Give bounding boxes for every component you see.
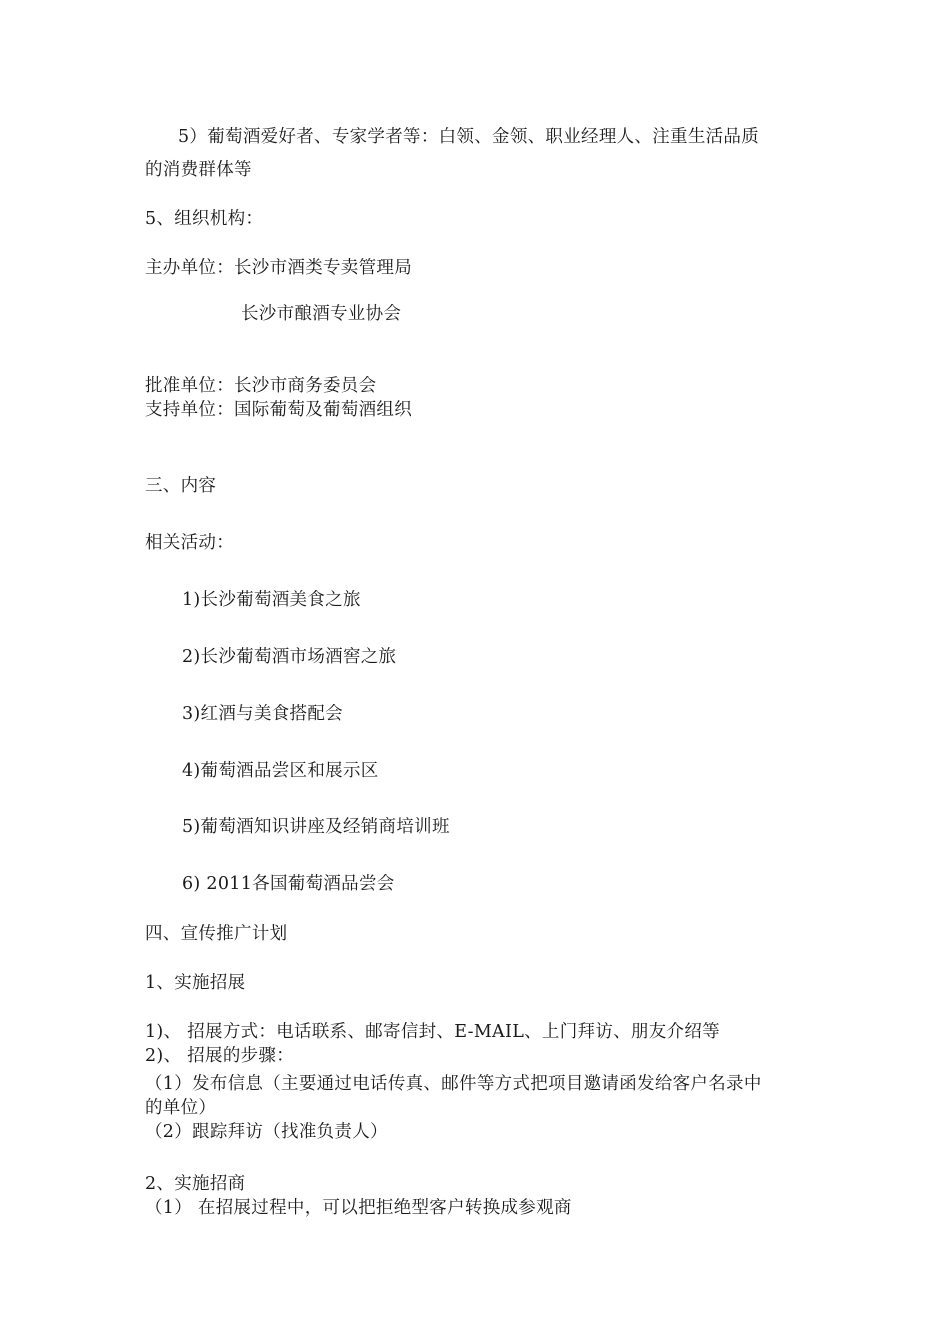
section-5-title: 5、组织机构： bbox=[145, 209, 264, 229]
organizer-line1: 主办单位：长沙市酒类专卖管理局 bbox=[145, 258, 412, 278]
activity-item: 6) 2011各国葡萄酒品尝会 bbox=[182, 874, 395, 894]
activity-item: 3)红酒与美食搭配会 bbox=[182, 704, 343, 724]
sub-2-item1: （1） 在招展过程中，可以把拒绝型客户转换成参观商 bbox=[145, 1198, 572, 1218]
sub-1-step1-line2: 的单位） bbox=[145, 1098, 217, 1118]
activity-item: 4)葡萄酒品尝区和展示区 bbox=[182, 761, 379, 781]
organizer-line2: 长沙市酿酒专业协会 bbox=[241, 304, 402, 324]
approver-line: 批准单位：长沙市商务委员会 bbox=[145, 376, 377, 396]
audience-item-5-line2: 的消费群体等 bbox=[145, 160, 252, 180]
section-3-title: 三、内容 bbox=[145, 476, 217, 496]
activity-item: 2)长沙葡萄酒市场酒窖之旅 bbox=[182, 647, 397, 667]
sub-1-item2: 2)、 招展的步骤： bbox=[145, 1046, 295, 1066]
sub-1-item1: 1)、 招展方式：电话联系、邮寄信封、E-MAIL、上门拜访、朋友介绍等 bbox=[145, 1022, 720, 1042]
audience-item-5-line1: 5）葡萄酒爱好者、专家学者等：白领、金领、职业经理人、注重生活品质 bbox=[178, 127, 760, 147]
sub-1-step1-line1: （1）发布信息（主要通过电话传真、邮件等方式把项目邀请函发给客户名录中 bbox=[145, 1074, 762, 1094]
supporter-line: 支持单位：国际葡萄及葡萄酒组织 bbox=[145, 400, 412, 420]
sub-1-title: 1、实施招展 bbox=[145, 973, 246, 993]
activity-item: 5)葡萄酒知识讲座及经销商培训班 bbox=[182, 817, 450, 837]
section-4-title: 四、宣传推广计划 bbox=[145, 924, 288, 944]
sub-1-step2: （2）跟踪拜访（找准负责人） bbox=[145, 1122, 388, 1142]
activities-title: 相关活动： bbox=[145, 533, 234, 553]
sub-2-title: 2、实施招商 bbox=[145, 1174, 246, 1194]
activity-item: 1)长沙葡萄酒美食之旅 bbox=[182, 590, 361, 610]
